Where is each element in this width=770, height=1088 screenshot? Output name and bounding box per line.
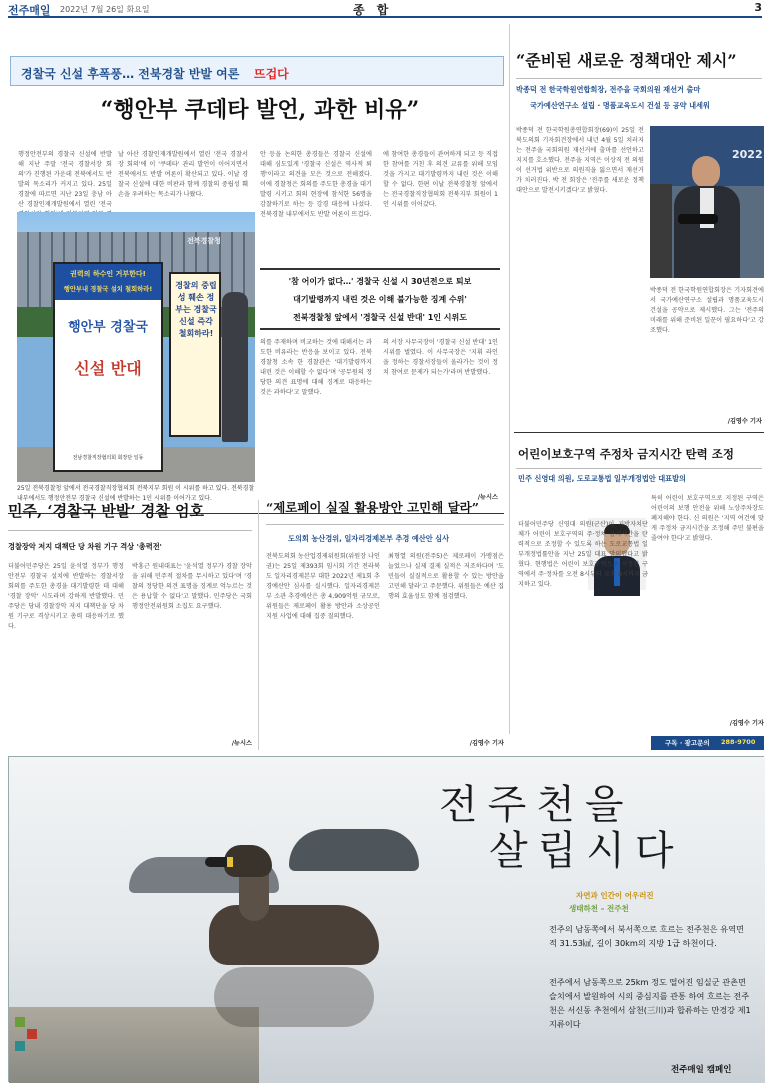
protest-sign-main-1: 행안부 경찰국 <box>68 320 148 335</box>
campaign-tagline-2: 생태하천 – 전주천 <box>569 904 629 913</box>
campaign-box <box>8 756 764 1082</box>
pullquote-line-2: 대기발령까지 내린 것은 이해 불가능한 징계 수위' <box>293 295 467 304</box>
top-story-kicker-box <box>10 56 504 86</box>
right-story-byline: /김영수 기자 <box>727 418 762 425</box>
police-story-subhead: 경찰장악 저지 대책단 당 차원 기구 격상 '총력전' <box>8 542 162 551</box>
protester-figure <box>222 292 248 442</box>
child-story-body-2: 특히 어린이 보호구역으로 지정된 구역은 어린이의 보행 안전을 위해 노상주차장도 폐지해야 한다. 신 의원은 '지역 여건에 맞게 주정차 금지시간을 조정해 주민 불편을 줄여야 한다'고 밝혔다. <box>651 495 764 542</box>
right-story-photo <box>650 126 764 278</box>
child-story-rule <box>516 468 762 469</box>
masthead <box>8 0 762 18</box>
subscription-ad-label: 구독 · 광고문의 <box>665 739 710 747</box>
section-title: 종 합 <box>353 3 393 17</box>
page-number: 3 <box>754 1 762 14</box>
top-story-kicker: 경찰국 신설 후폭풍… 전북경찰 반발 여론 <box>21 67 240 81</box>
zero-story-headline: “제로페이 실질 활용방안 고민해 달라” <box>266 500 479 515</box>
zero-story-rule <box>266 524 504 525</box>
top-story-col3: 안 등을 논의한 총경들은 경찰국 신설에 대해 심도있게 '경찰국 신설은 역사적 퇴행'이라고 의견을 모은 것으로 전해졌다. 이에 경찰청은 회의를 주도한 총경을 대기발령 시키고 회의 현장에 참석한 56명을 감찰하기로 하는 등 강경 대응에 나섰다. 전북경찰 내부에서도 반발 여론이 뜨겁다. <box>260 151 372 218</box>
protest-sign-footer: 전남경찰직장협의회 회장단 일동 <box>72 455 144 461</box>
campaign-footer: 전주매일 캠페인 <box>671 1065 732 1075</box>
child-story-headline: 어린이보호구역 주정차 금지시간 탄력 조정 <box>518 447 734 461</box>
duck-reflection <box>214 967 374 1027</box>
top-story-photo <box>17 212 255 482</box>
campaign-para-1: 전주의 남동쪽에서 북서쪽으로 흐르는 전주천은 유역면적 31.53㎢, 길이 30km의 지방 1급 하천이다. <box>549 924 744 948</box>
photo-backdrop-text: 2022 <box>732 148 763 161</box>
campaign-title-2: 살립시다 <box>489 828 684 874</box>
deco-square-teal <box>15 1041 25 1051</box>
top-story-kicker-highlight: 뜨겁다 <box>254 67 289 81</box>
campaign-deco-squares <box>15 1017 45 1077</box>
protest-sign-line-2: 행안부내 경찰국 설치 철회하라! <box>63 286 153 293</box>
divider-top-right <box>514 432 764 433</box>
zero-story-byline: /김영수 기자 <box>469 740 504 747</box>
subscription-ad-box <box>651 736 764 750</box>
top-story-col1: 행정안전부의 경찰국 신설에 반발해 지난 주말 '전국 경찰서장 회의'가 진행된 가운데 전북에서도 반발의 목소리가 커지고 있다. 25일 경찰에 따르면 지난 23일 충남 아산 경찰인재개발원에서 열린 '전국 <box>18 151 112 208</box>
child-story-byline: /김영수 기자 <box>729 720 764 727</box>
column-divider-2 <box>258 500 259 750</box>
column-divider <box>509 24 510 734</box>
subscription-ad-phone: 288-9700 <box>721 738 756 746</box>
campaign-reeds <box>9 1007 259 1083</box>
campaign-title-1: 전주천을 <box>439 782 634 828</box>
top-story-col3b: 의를 주재하며 비교하는 것에 대해서는 과도한 비유라는 반응을 보이고 있다. 전북경찰청 소속 한 경찰관은 '대기발령까지 내린 것은 이해할 수 없다'며 '공무원의 정당한 의견 표명에 대해 징계로 대응하는 것은 과하다'고 말했다. <box>260 339 372 396</box>
police-story-body: 더불어민주당은 25일 윤석열 정부가 행정안전부 경찰국 설치에 반발하는 경찰서장 회의를 주도한 총경을 대기발령한 데 대해 '경찰 장악' 시도라며 강하게 반발했다. 민주당은 당내 경찰장악 저지 대책단을 당 차원 기구로 격상시키고 총력 대응하기로 했다. <box>8 563 124 630</box>
duck-body <box>209 905 379 965</box>
protest-sign-line-1: 권력의 하수인 거부한다! <box>70 270 146 278</box>
pullquote-line-3: 전북경찰청 앞에서 '경찰국 신설 반대' 1인 시위도 <box>292 313 467 322</box>
top-story-byline: /뉴시스 <box>477 494 498 501</box>
right-story-subhead-2: 국가예산연구소 설립 · 명품교육도시 건설 등 공약 내세워 <box>530 101 710 110</box>
top-story-col2: 날 아산 경찰인재개발원에서 열린 '전국 경찰서장 회의'에 이 '쿠데타' 관리 발언이 이어지면서 전북에서도 반발 여론이 확산되고 있다. 이날 경찰국 신설에 대한 비판과 함께 경찰의 중립성 훼손을 우려하는 목소리가 나왔다. <box>118 151 248 198</box>
speaker-head <box>692 156 720 188</box>
right-story-rule <box>516 78 762 79</box>
microphones <box>678 214 718 224</box>
deco-square-green <box>15 1017 25 1027</box>
child-story-subhead: 민주 신영대 의원, 도로교통법 일부개정법안 대표발의 <box>518 474 686 483</box>
protest-sign-side <box>169 272 221 437</box>
police-story-rule <box>8 530 252 531</box>
protest-sign-main <box>53 262 163 472</box>
right-story-headline: “준비된 새로운 정책대안 제시” <box>516 51 737 70</box>
right-story-body: 박종덕 전 한국학원총연합회장(69)이 25일 전북도의회 기자회견장에서 내년 4월 5일 치러지는 전주을 국회의원 재선거에 출마를 선언하고 지지를 호소했다. 전주을 지역은 이상직 전 의원이 선거법 위반으로 의원직을 잃으면서 재선거가 치러진다. 박 전 회장은 '전주를 새로운 정책대안으로 발전시키겠다'고 밝혔다. <box>516 127 644 194</box>
campaign-rock <box>289 829 419 871</box>
right-story-subhead-1: 박종덕 전 한국학원연합회장, 전주을 국회의원 재선거 출마 <box>516 85 701 94</box>
police-story-headline: 민주, ‘경찰국 반발’ 경찰 엄호 <box>8 502 204 520</box>
police-story-byline: /뉴시스 <box>231 740 252 747</box>
zero-story-subhead: 도의회 농산경위, 일자리경제본부 추경 예산안 심사 <box>288 534 450 543</box>
left-person <box>650 184 672 278</box>
campaign-tagline-1: 자연과 인간이 어우러진 <box>576 891 654 900</box>
top-story-photo-caption: 25일 전북경찰청 앞에서 전국경찰직장협의회 전북지부 회원 이 시위를 하고 있다. 전북경찰 내부에서도 행정안전부 경찰국 신설에 반발하는 1인 시위를 이어가고 있다. <box>17 485 255 502</box>
zero-story-body: 전북도의회 농산업경제위원회(위원장 나인권)는 25일 제393회 임시회 기간 전라북도 일자리경제본부 대한 2022년 제1회 추경예산안 심사를 실시했다. 일자리경제본부 소관 추경예산은 총 4,909억원 규모로, 위원들은 제로페이 활용 방안과 소상공인 지원 사업에 대해 집중 질의했다. <box>266 553 380 620</box>
top-story-pullquote <box>260 268 500 330</box>
deco-square-red <box>27 1029 37 1039</box>
child-story-body: 더불어민주당 신영대 의원(군산)이 지방자치단체가 어린이 보호구역의 주·정차 금지시간을 탄력적으로 조정할 수 있도록 하는 도로교통법 일부개정법률안을 지난 25일 대표 발의했다고 밝혔다. 현행법은 어린이 보호구역으로 지정된 구역에서 주·정차를 오전 8시부터 오후 8시까지 금지하고 있다. <box>518 521 648 588</box>
photo-building-sign: 전북경찰청 <box>187 237 221 245</box>
protest-sign-main-2: 신설 반대 <box>74 359 142 378</box>
protest-sign-side-text: 경찰의 중립성 훼손 정부는 경찰국 신설 즉각 철회하라! <box>175 281 217 338</box>
right-story-body-2: 박종덕 전 한국학원연합회장은 기자회견에서 국가예산연구소 설립과 명품교육도시 건설을 공약으로 제시했다. 그는 '전주의 미래를 위해 준비된 일꾼이 필요하다'고 강조했다. <box>650 287 764 334</box>
top-story-col4: 에 참여한 총경들이 관여하게 되고 등 직접한 참여를 거친 후 의견 교류를 위해 모임 것을 가지고 대기발령까지 내린 것은 이해할 수 없다. 한편 이날 전북경찰청 앞에서는 전국경찰직장협의회 전북지부 회원이 1인 시위를 이어갔다. <box>383 151 498 208</box>
top-story-headline: “행안부 쿠데타 발언, 과한 비유” <box>100 97 420 123</box>
duck-bill-tip <box>227 857 233 867</box>
top-story-col4b: 의 서장 사무국장이 '경찰국 신설 반대' 1인 시위를 벌였다. 이 사무국장은 '지휘 라인을 정하는 경찰서장들이 올라가는 것이 정치 참여로 문제가 되는가'라며 반발했다. <box>383 339 498 376</box>
police-story-body-2: 박홍근 원내대표는 '윤석열 정부가 경찰 장악을 위해 민주적 절차를 무시하고 있다'며 '경찰의 정당한 의견 표명을 징계로 억누르는 것은 용납할 수 없다'고 말했다. 민주당은 국회 행정안전위원회 소집도 요구했다. <box>132 563 252 610</box>
zero-story-body-2: 최형열 의원(전주5)은 제로페이 가맹점은 늘었으나 실제 결제 실적은 저조하다며 '도민들이 실질적으로 활용할 수 있는 방안을 고민해 달라'고 주문했다. 위원들은 예산 집행의 효율성도 함께 점검했다. <box>388 553 504 600</box>
campaign-para-2: 전주에서 남동쪽으로 25km 정도 떨어진 임실군 관촌면 슬치에서 발원하여 시의 중심지를 관통 하여 흐르는 전주천은 서신동 추천에서 삼천(三川)과 합류하는 만경강 제1지류이다 <box>549 977 751 1029</box>
issue-date: 2022년 7월 26일 화요일 <box>60 5 150 14</box>
paper-name: 전주매일 <box>8 4 51 17</box>
pullquote-line-1: '참 어이가 없다…' 경찰국 신설 시 30년전으로 퇴보 <box>288 277 472 286</box>
